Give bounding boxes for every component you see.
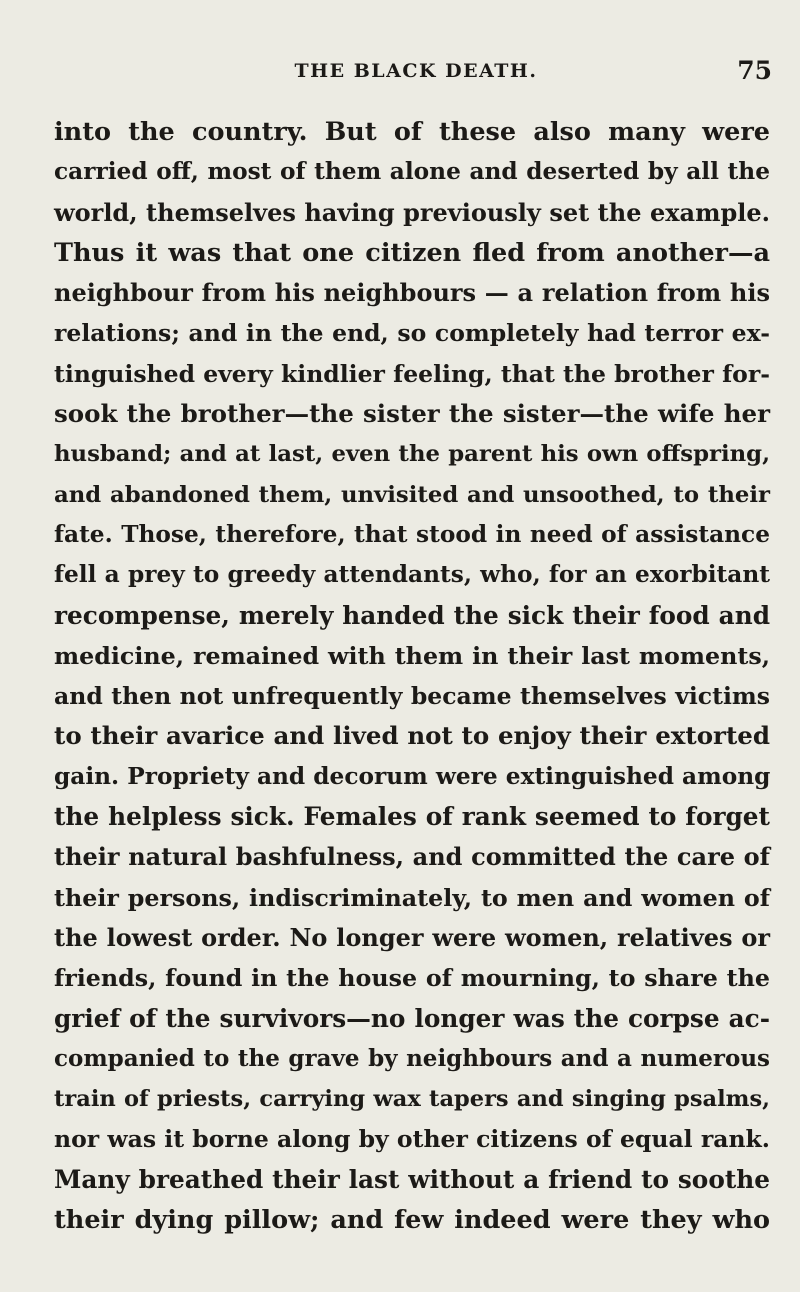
text-line: gain. Propriety and decorum were extinguished among	[54, 762, 771, 790]
text-line: Thus it was that one citizen fled from another—a	[54, 237, 770, 268]
page-number: 75	[737, 56, 772, 85]
text-line: Many breathed their last without a friend to soothe	[54, 1164, 770, 1194]
text-line: neighbour from his neighbours — a relation from his	[54, 278, 770, 308]
text-line: companied to the grave by neighbours and a numerous	[54, 1044, 770, 1072]
text-line: relations; and in the end, so completely had terror ex-	[54, 319, 770, 348]
running-title: THE BLACK DEATH.	[294, 60, 538, 82]
text-line: fell a prey to greedy attendants, who, for an exorbitant	[54, 561, 770, 589]
text-line: medicine, remained with them in their last moments,	[54, 641, 770, 670]
text-line: train of priests, carrying wax tapers and singing psalms,	[54, 1086, 770, 1113]
text-line: the lowest order. No longer were women, relatives or	[54, 922, 770, 952]
text-line: and then not unfrequently became themselves victims	[54, 682, 770, 711]
text-line: carried off, most of them alone and deserted by all the	[54, 158, 770, 186]
text-line: the helpless sick. Females of rank seemed to forget	[54, 802, 770, 832]
page-header	[60, 58, 772, 92]
text-line: friends, found in the house of mourning, to share the	[54, 964, 770, 993]
text-line: tinguished every kindlier feeling, that the brother for-	[54, 359, 770, 388]
text-line: sook the brother—the sister the sister—the wife her	[54, 399, 770, 429]
text-line: into the country. But of these also many were	[54, 117, 770, 147]
text-line: their natural bashfulness, and committed the care of	[54, 842, 770, 872]
text-line: nor was it borne along by other citizens of equal rank.	[54, 1125, 770, 1154]
text-line: fate. Those, therefore, that stood in need of assistance	[54, 520, 770, 548]
text-line: grief of the survivors—no longer was the corpse ac-	[54, 1003, 770, 1033]
text-line: husband; and at last, even the parent his own offspring,	[54, 441, 770, 468]
text-line: and abandoned them, unvisited and unsoothed, to their	[54, 481, 770, 508]
text-line: their persons, indiscriminately, to men and women of	[54, 883, 770, 912]
text-line: their dying pillow; and few indeed were they who	[54, 1205, 770, 1236]
text-line: recompense, merely handed the sick their food and	[54, 600, 770, 630]
text-line: world, themselves having previously set the example.	[54, 197, 770, 227]
text-line: to their avarice and lived not to enjoy their extorted	[54, 721, 770, 751]
body-text	[54, 112, 770, 1240]
